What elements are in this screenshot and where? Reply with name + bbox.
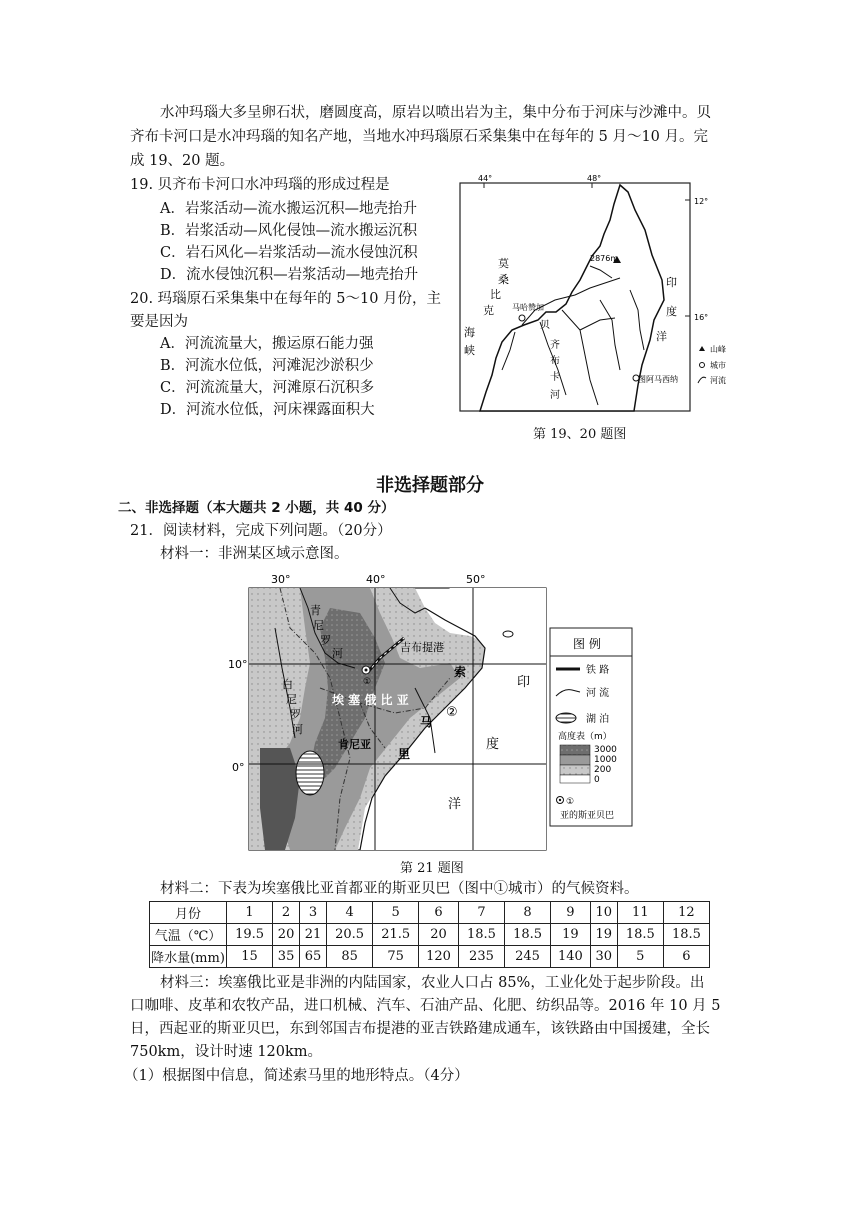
svg-text:齐: 齐 (550, 340, 560, 351)
svg-text:吉布提港: 吉布提港 (400, 641, 444, 654)
svg-text:1000: 1000 (594, 755, 617, 765)
svg-text:①: ① (363, 677, 372, 687)
table-row: 月份 1 2 3 4 5 6 7 8 9 10 11 12 (150, 902, 710, 924)
legend-river-icon (698, 377, 706, 383)
q21-sub1: （1）根据图中信息，简述索马里的地形特点。（4分） (124, 1068, 469, 1084)
svg-text:比: 比 (490, 288, 501, 301)
svg-text:布: 布 (550, 356, 560, 367)
q20-option-a: A．河流流量大，搬运原石能力强 (160, 336, 374, 352)
table-row: 气温（℃） 19.5 20 21 20.5 21.5 20 18.5 18.5 19 19 18.5 18.5 (150, 924, 710, 946)
map1-lat-16: 16° (694, 313, 709, 322)
map1-lon-48: 48° (587, 174, 602, 183)
svg-text:度: 度 (486, 737, 500, 752)
intro-line-1: 水冲玛瑙大多呈卵石状，磨圆度高，原岩以喷出岩为主，集中分布于河床与沙滩中。贝 (160, 105, 711, 121)
svg-text:尼: 尼 (313, 619, 324, 632)
small-island (503, 631, 513, 637)
q20-option-b: B．河流水位低，河滩泥沙淤积少 (160, 358, 374, 374)
q19-option-b: B．岩浆活动—风化侵蚀—流水搬运沉积 (160, 223, 418, 239)
svg-text:40°: 40° (366, 573, 386, 586)
svg-text:200: 200 (594, 765, 612, 775)
svg-text:城市: 城市 (710, 361, 726, 370)
q19-option-d: D．流水侵蚀沉积—岩浆活动—地壳抬升 (160, 267, 419, 283)
q19-option-c: C．岩石风化—岩浆活动—流水侵蚀沉积 (160, 245, 418, 261)
table-row: 降水量(mm) 15 35 65 85 75 120 235 245 140 30 5 6 (150, 946, 710, 968)
legend-city-icon (700, 363, 705, 368)
svg-text:莫: 莫 (498, 257, 509, 270)
svg-text:罗: 罗 (290, 708, 301, 721)
madagascar-map (440, 170, 740, 422)
intro-line-2: 齐布卡河口是水冲玛瑙的知名产地，当地水冲玛瑙原石采集集中在每年的 5 月～10 月。完 (130, 129, 708, 145)
q21-material3-line-2: 口咖啡、皮革和农牧产品，进口机械、汽车、石油产品、化肥、纺织品等。2016 年 10 月 5 (130, 998, 721, 1014)
q21-material3-line-4: 750km，设计时速 120km。 (130, 1044, 323, 1060)
peak-label: 2876m (590, 254, 619, 263)
svg-text:图阿马西纳: 图阿马西纳 (638, 375, 678, 384)
q21-material2: 材料二：下表为埃塞俄比亚首都亚的斯亚贝巴（图中①城市）的气候资料。 (160, 881, 639, 897)
svg-text:0°: 0° (232, 761, 245, 774)
svg-text:度: 度 (666, 305, 677, 318)
city-mahajanga-icon (519, 315, 525, 321)
climate-table (149, 901, 710, 968)
svg-text:0: 0 (594, 775, 600, 785)
svg-text:桑: 桑 (498, 273, 509, 286)
q21-stem: 21．阅读材料，完成下列问题。（20分） (130, 523, 392, 539)
q20-option-d: D．河流水位低，河床裸露面积大 (160, 402, 375, 418)
east-africa-map (220, 568, 660, 853)
svg-text:印: 印 (517, 675, 531, 690)
svg-text:河: 河 (550, 390, 560, 401)
svg-text:贝: 贝 (540, 320, 550, 331)
q20-option-c: C．河流流量大，河滩原石沉积多 (160, 380, 375, 396)
map1-caption: 第 19、20 题图 (533, 427, 627, 442)
q21-material1: 材料一：非洲某区域示意图。 (160, 546, 349, 562)
section-title: 非选择题部分 (376, 475, 484, 496)
intro-line-3: 成 19、20 题。 (130, 153, 235, 169)
svg-text:印: 印 (666, 276, 677, 289)
q19-option-a: A．岩浆活动—流水搬运沉积—地壳抬升 (160, 201, 417, 217)
svg-text:索: 索 (454, 665, 467, 679)
map2-caption: 第 21 题图 (400, 861, 464, 876)
legend-lake-icon (556, 713, 576, 723)
svg-text:河流: 河流 (710, 376, 726, 385)
svg-text:铁 路: 铁 路 (586, 665, 610, 676)
svg-text:马哈赞加: 马哈赞加 (512, 303, 544, 312)
svg-text:卡: 卡 (550, 372, 560, 383)
svg-text:海: 海 (464, 326, 475, 339)
svg-text:埃 塞 俄 比 亚: 埃 塞 俄 比 亚 (332, 693, 409, 707)
svg-text:河: 河 (332, 647, 343, 660)
svg-text:河 流: 河 流 (586, 688, 610, 699)
svg-text:山峰: 山峰 (710, 345, 726, 354)
svg-text:高度表（m）: 高度表（m） (558, 732, 612, 742)
svg-text:肯尼亚: 肯尼亚 (338, 738, 371, 751)
svg-text:②: ② (446, 705, 458, 720)
q21-material3-line-3: 日，西起亚的斯亚贝巴，东到邻国吉布提港的亚吉铁路建成通车，该铁路由中国援建，全长 (130, 1021, 710, 1037)
map1-lat-12: 12° (694, 197, 709, 206)
svg-text:10°: 10° (228, 658, 248, 671)
svg-text:3000: 3000 (594, 745, 617, 755)
q20-stem-1: 20. 玛瑙原石采集集中在每年的 5～10 月份，主 (130, 291, 442, 307)
part2-header: 二、非选择题（本大题共 2 小题，共 40 分） (118, 500, 395, 516)
svg-text:50°: 50° (466, 573, 486, 586)
svg-text:亚的斯亚贝巴: 亚的斯亚贝巴 (560, 811, 615, 821)
svg-text:洋: 洋 (448, 797, 462, 812)
lake-victoria (296, 751, 324, 795)
svg-text:30°: 30° (271, 573, 291, 586)
svg-text:①: ① (566, 797, 575, 807)
svg-text:图 例: 图 例 (573, 637, 601, 651)
svg-text:白: 白 (282, 678, 293, 691)
legend-peak-icon (699, 346, 705, 351)
svg-text:里: 里 (398, 747, 411, 761)
q20-stem-2: 要是因为 (130, 314, 188, 330)
svg-text:克: 克 (483, 304, 494, 317)
svg-text:洋: 洋 (656, 330, 667, 343)
svg-text:河: 河 (292, 723, 303, 736)
svg-text:罗: 罗 (320, 634, 331, 647)
svg-text:湖 泊: 湖 泊 (586, 714, 610, 725)
svg-text:尼: 尼 (286, 693, 297, 706)
svg-text:青: 青 (310, 604, 321, 617)
q19-stem: 19. 贝齐布卡河口水冲玛瑙的形成过程是 (130, 177, 390, 193)
svg-text:峡: 峡 (464, 344, 475, 357)
map1-lon-44: 44° (478, 174, 493, 183)
q21-material3-line-1: 材料三：埃塞俄比亚是非洲的内陆国家，农业人口占 85%，工业化处于起步阶段。出 (160, 975, 705, 991)
svg-text:马: 马 (420, 715, 433, 729)
